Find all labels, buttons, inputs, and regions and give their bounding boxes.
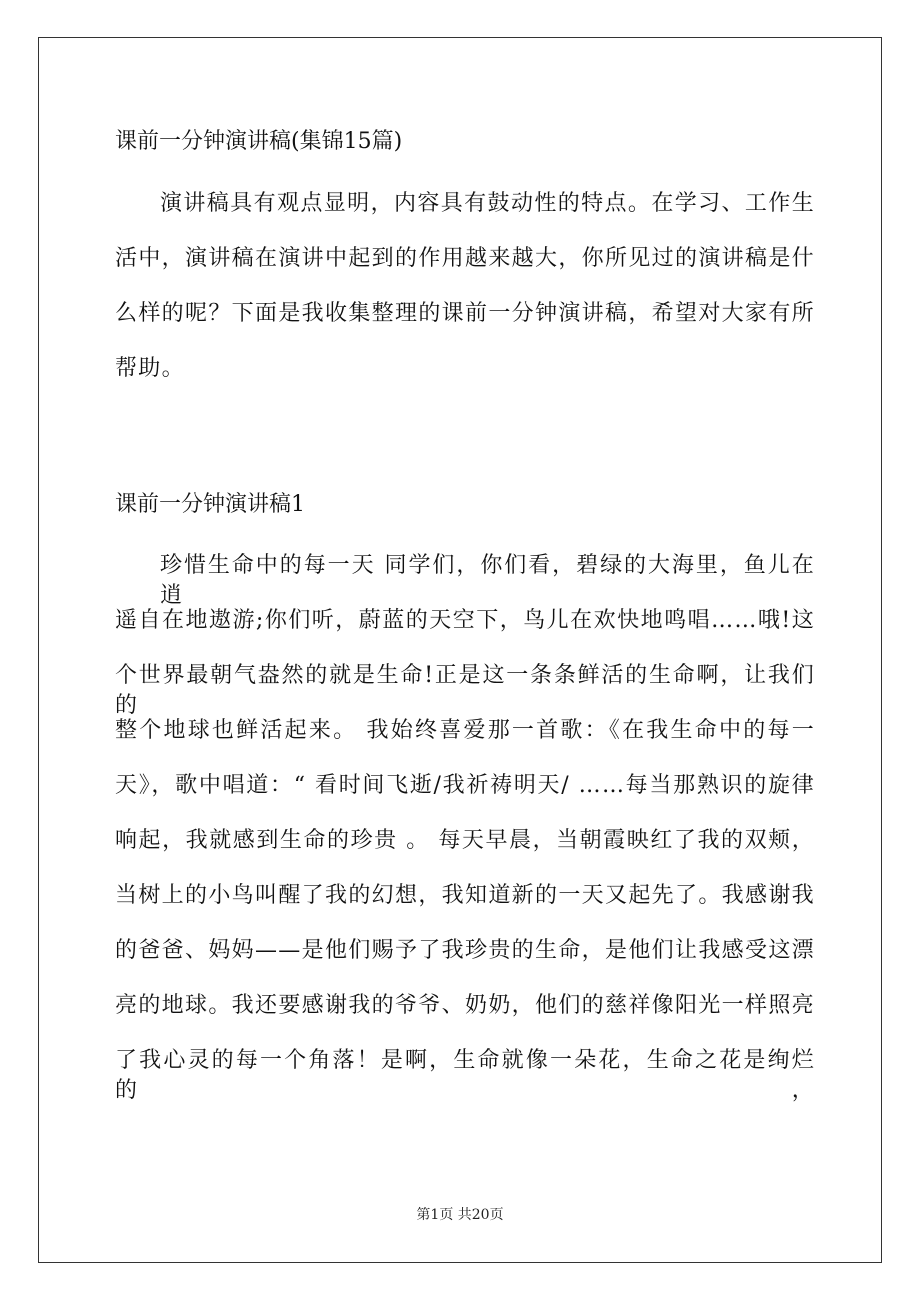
section-line-6: 响起，我就感到生命的珍贵 。 每天早晨，当朝霞映红了我的双颊， <box>115 828 815 853</box>
intro-line-2: 活中，演讲稿在演讲中起到的作用越来越大，你所见过的演讲稿是什 <box>115 246 815 271</box>
intro-line-3: 么样的呢？下面是我收集整理的课前一分钟演讲稿，希望对大家有所 <box>115 301 815 326</box>
intro-line-4: 帮助。 <box>115 356 185 381</box>
section-line-5: 天》，歌中唱道：“ 看时间飞逝/我祈祷明天/ ……每当那熟识的旋律 <box>115 773 815 798</box>
intro-line-1: 演讲稿具有观点显明，内容具有鼓动性的特点。在学习、工作生 <box>160 191 815 216</box>
section-heading: 课前一分钟演讲稿1 <box>115 492 305 517</box>
section-line-2: 遥自在地遨游;你们听，蔚蓝的天空下，鸟儿在欢快地鸣唱……哦!这 <box>115 608 815 633</box>
section-line-8: 的爸爸、妈妈——是他们赐予了我珍贵的生命，是他们让我感受这漂 <box>115 938 815 963</box>
section-line-9: 亮的地球。我还要感谢我的爷爷、奶奶，他们的慈祥像阳光一样照亮 <box>115 993 815 1018</box>
page-footer: 第1页 共20页 <box>416 1207 504 1223</box>
section-line-4: 整个地球也鲜活起来。 我始终喜爱那一首歌：《在我生命中的每一 <box>115 718 815 743</box>
document-title: 课前一分钟演讲稿(集锦15篇) <box>115 129 403 154</box>
section-line-7: 当树上的小鸟叫醒了我的幻想，我知道新的一天又起先了。我感谢我 <box>115 883 815 908</box>
section-line-3: 个世界最朝气盎然的就是生命!正是这一条条鲜活的生命啊，让我们的 <box>115 663 815 718</box>
section-line-1: 珍惜生命中的每一天 同学们，你们看，碧绿的大海里，鱼儿在逍 <box>160 553 815 608</box>
section-line-10: 了我心灵的每一个角落！是啊，生命就像一朵花，生命之花是绚烂的， <box>115 1048 815 1103</box>
